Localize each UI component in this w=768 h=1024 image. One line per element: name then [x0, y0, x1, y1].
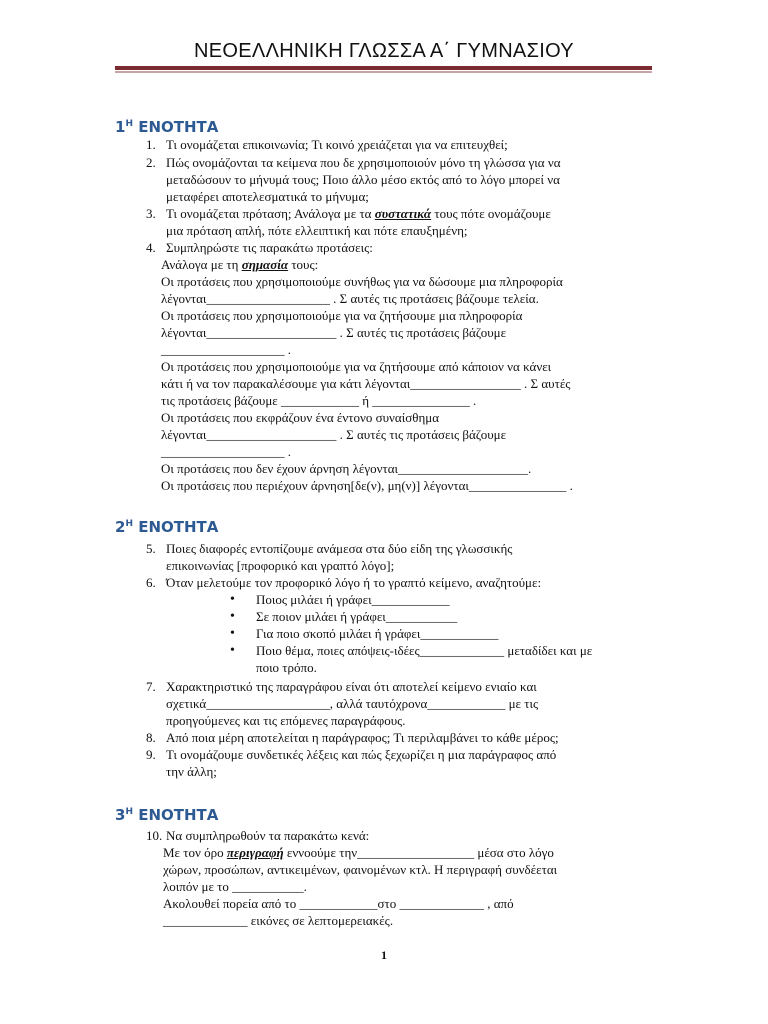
fill-line: λέγονται___________________ . Σ αυτές τις προτάσεις βάζουμε τελεία. — [161, 291, 539, 306]
fill-line: _____________ εικόνες σε λεπτομερειακές. — [163, 913, 394, 928]
question-2-line-3: μεταφέρει αποτελεσματικά το μήνυμα; — [166, 189, 369, 204]
emphasis-word: περιγραφή — [226, 845, 284, 860]
question-2-line-1: Πώς ονομάζονται τα κείμενα που δε χρησιμοποιούν μόνο τη γλώσσα για να — [166, 155, 561, 170]
bullet-icon: • — [230, 626, 235, 641]
item-number: 7. — [146, 679, 156, 694]
item-number: 1. — [146, 137, 156, 152]
fill-line: κάτι ή να τον παρακαλέσουμε για κάτι λέγονται_________________ . Σ αυτές — [161, 376, 571, 391]
question-3-line-1: Τι ονομάζεται πρόταση; Ανάλογα με τα συστατικά τους πότε ονομάζουμε — [166, 206, 551, 221]
question-3-line-2: μια πρόταση απλή, πότε ελλειπτική και πότε επαυξημένη; — [166, 223, 468, 238]
bullet-icon: • — [230, 592, 235, 607]
emphasis-word: σημασία — [241, 257, 289, 272]
question-7-line-3: προηγούμενες και τις επόμενες παραγράφους. — [166, 713, 406, 728]
section-heading-1: $1^H$ ΕΝΟΤΗΤΑ — [115, 118, 219, 136]
section-heading-2: $2^H$ ΕΝΟΤΗΤΑ — [115, 518, 219, 536]
bullet-item: Σε ποιον μιλάει ή γράφει___________ — [256, 609, 458, 624]
fill-line: Οι προτάσεις που χρησιμοποιούμε για να ζητήσουμε μια πληροφορία — [161, 308, 523, 323]
question-6: Όταν μελετούμε τον προφορικό λόγο ή το γραπτό κείμενο, αναζητούμε: — [166, 575, 542, 590]
question-1: Τι ονομάζεται επικοινωνία; Τι κοινό χρειάζεται για να επιτευχθεί; — [166, 137, 508, 152]
title-divider — [115, 66, 652, 70]
fill-line: Οι προτάσεις που χρησιμοποιούμε συνήθως για να δώσουμε μια πληροφορία — [161, 274, 563, 289]
item-number: 10. — [146, 828, 163, 843]
question-8: Από ποια μέρη αποτελείται η παράγραφος; Τι περιλαμβάνει το κάθε μέρος; — [166, 730, 559, 745]
item-number: 4. — [146, 240, 156, 255]
question-7-line-2: σχετικά___________________, αλλά ταυτόχρονα____________ με τις — [166, 696, 539, 711]
fill-line: λέγονται____________________ . Σ αυτές τις προτάσεις βάζουμε — [161, 325, 507, 340]
fill-line: Οι προτάσεις που χρησιμοποιούμε για να ζητήσουμε από κάποιον να κάνει — [161, 359, 552, 374]
item-number: 5. — [146, 541, 156, 556]
bullet-item: Ποιος μιλάει ή γράφει____________ — [256, 592, 450, 607]
fill-line: ___________________ . — [161, 444, 291, 459]
item-number: 3. — [146, 206, 156, 221]
item-number: 6. — [146, 575, 156, 590]
bullet-item-continued: ποιο τρόπο. — [256, 660, 317, 675]
item-number: 9. — [146, 747, 156, 762]
question-5-line-1: Ποιες διαφορές εντοπίζουμε ανάμεσα στα δύο είδη της γλωσσικής — [166, 541, 513, 556]
bullet-item: Για ποιο σκοπό μιλάει ή γράφει____________ — [256, 626, 499, 641]
fill-line: Οι προτάσεις που εκφράζουν ένα έντονο συναίσθημα — [161, 410, 440, 425]
fill-line: ___________________ . — [161, 342, 291, 357]
question-9-line-1: Τι ονομάζουμε συνδετικές λέξεις και πώς ξεχωρίζει η μια παράγραφος από — [166, 747, 557, 762]
section-heading-3: $3^H$ ΕΝΟΤΗΤΑ — [115, 806, 219, 824]
fill-line: λέγονται____________________ . Σ αυτές τις προτάσεις βάζουμε — [161, 427, 507, 442]
item-number: 2. — [146, 155, 156, 170]
question-9-line-2: την άλλη; — [166, 764, 217, 779]
question-7-line-1: Χαρακτηριστικό της παραγράφου είναι ότι αποτελεί κείμενο ενιαίο και — [166, 679, 537, 694]
document-title: ΝΕΟΕΛΛΗΝΙΚΗ ΓΛΩΣΣΑ Α΄ ΓΥΜΝΑΣΙΟΥ — [194, 40, 574, 62]
page-number: 1 — [381, 948, 387, 962]
question-4: Συμπληρώστε τις παρακάτω προτάσεις: — [166, 240, 373, 255]
fill-line: τις προτάσεις βάζουμε ____________ ή _______________ . — [161, 393, 477, 408]
fill-line: Οι προτάσεις που περιέχουν άρνηση[δε(ν), μη(ν)] λέγονται_______________ . — [161, 478, 573, 493]
question-2-line-2: μεταδώσουν το μήνυμά τους; Ποιο άλλο μέσο εκτός από το λόγο μπορεί να — [166, 172, 560, 187]
fill-line: Οι προτάσεις που δεν έχουν άρνηση λέγονται____________________. — [161, 461, 532, 476]
fill-line: λοιπόν με το ___________. — [163, 879, 307, 894]
bullet-icon: • — [230, 643, 235, 658]
item-number: 8. — [146, 730, 156, 745]
bullet-icon: • — [230, 609, 235, 624]
fill-line: Με τον όρο περιγραφή εννοούμε την__________________ μέσα στο λόγο — [163, 845, 554, 860]
title-divider-shadow — [115, 71, 652, 73]
bullet-item: Ποιο θέμα, ποιες απόψεις-ιδέες_____________ μεταδίδει και με — [256, 643, 593, 658]
question-10: Να συμπληρωθούν τα παρακάτω κενά: — [166, 828, 370, 843]
fill-line: Ακολουθεί πορεία από το ____________στο _____________ , από — [163, 896, 514, 911]
fill-line: χώρων, προσώπων, αντικειμένων, φαινομένων κτλ. Η περιγραφή συνδέεται — [163, 862, 558, 877]
meaning-intro: Ανάλογα με τη σημασία τους: — [161, 257, 319, 272]
question-5-line-2: επικοινωνίας [προφορικό και γραπτό λόγο]; — [166, 558, 395, 573]
emphasis-word: συστατικά — [374, 206, 432, 221]
